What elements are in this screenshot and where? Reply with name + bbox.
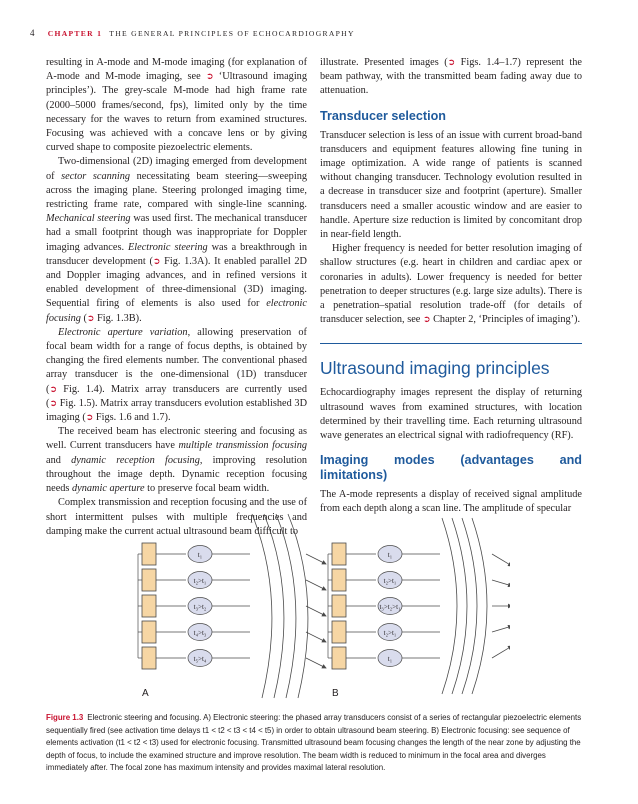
wavefront-arc (276, 514, 296, 698)
running-header (30, 28, 355, 38)
xref-arrow-icon[interactable]: ➲ (49, 398, 57, 409)
piezo-element (142, 595, 156, 617)
xref-arrow-icon[interactable]: ➲ (205, 72, 214, 83)
paragraph: Electronic aperture variation, allowing preservation of focal beam width for a range of focus depths, is obtained by changing the fired elements number. The conventional phased array transducer is the one-dimensional (1D) transducer (➲ Fig. 1.4). Matrix array transducers are currently used (➲ Fig. 1.5). Matrix array transducers evolution established 3D imaging (➲ Figs. 1.6 and 1.7). (46, 326, 308, 424)
figure-link[interactable]: Figs. 1.4–1.7) represent the beam pathway, with the transmitted beam fading away due to attenuation. (320, 57, 582, 97)
piezo-element (332, 543, 346, 565)
delay-label: t₁ (197, 551, 203, 559)
piezo-element (332, 647, 346, 669)
figure-link[interactable]: Fig. 1.4). Matrix array transducers are currently used ( (46, 383, 308, 409)
panel-label-a: A (142, 688, 149, 699)
chapter-label: CHAPTER 1 (47, 29, 103, 38)
piezo-element (142, 543, 156, 565)
piezo-element (142, 569, 156, 591)
transducer-diagram (130, 508, 510, 704)
xref-arrow-icon[interactable]: ➲ (152, 256, 161, 267)
section-heading-imaging-modes: Imaging modes (advantages and limitations) (320, 453, 582, 483)
wavefront-arc (442, 518, 457, 694)
delay-label: t₂>t₁ (383, 629, 397, 637)
caption-label: Figure 1.3 (46, 713, 84, 722)
piezo-element (142, 621, 156, 643)
beam-arrow (306, 606, 326, 616)
delay-label: t₅>t₄ (193, 655, 207, 663)
wavefront-arc (452, 518, 467, 694)
panel-label-b: B (332, 688, 339, 699)
page-number: 4 (30, 28, 35, 38)
piezo-element (332, 621, 346, 643)
paragraph: resulting in A-mode and M-mode imaging (for explanation of A-mode and M-mode imaging, see ➲ ‘Ultrasound imaging principles’). The grey-scale M-mode had high frame rate (2000–5000 frames/second, fps), limited only by the time necessary for the waves to return from examined structures. Focusing was achieved with a concave lens or by giving curved shape to composite piezoelectric elements. (46, 57, 307, 154)
delay-label: t₂>t₁ (383, 577, 397, 585)
paragraph: Echocardiography images represent the display of returning ultrasound waves from examined structures, with location determined by their travelling time. Each returning ultrasound wave generates an electrical signal with radiofrequency (RF). (320, 387, 582, 442)
chapter-title: THE GENERAL PRINCIPLES OF ECHOCARDIOGRAPHY (109, 29, 355, 38)
figure-link[interactable]: Fig. 1.5). Matrix array transducers evolution established 3D imaging ( (46, 397, 308, 424)
wavefront-arc (252, 514, 272, 698)
wavefront-arc (288, 514, 308, 698)
paragraph: Higher frequency is needed for better resolution imaging of shallow structures (e.g. heart in children and cardiac apex or coronaries in adults). Lower frequency is needed for better penetration to deeper structures (e.g. large size adults). There is a penetration–spatial resolution trade-off (for details of transducer selection, see ➲ Chapter 2, ‘Principles of imaging’). (320, 243, 582, 326)
section-rule (320, 343, 582, 344)
delay-label: t₁ (387, 655, 393, 663)
beam-arrow (492, 626, 510, 632)
paragraph: Transducer selection is less of an issue with current broad-band transducers and equipment features allowing fine tuning in image optimization. A wide range of patients is scanned without changing transducer. Technology evolution resulted in a decrease in transducer size and footprint (aperture). Smaller transducers need a smaller acoustic window and are easier to handle. Aperture size reduction is limited by concomitant drop in near-field length. (320, 129, 582, 241)
xref-arrow-icon[interactable]: ➲ (49, 384, 57, 395)
beam-arrow (306, 658, 326, 668)
piezo-element (332, 595, 346, 617)
beam-arrow (492, 554, 510, 566)
xref-arrow-icon[interactable]: ➲ (422, 315, 431, 326)
paragraph: The received beam has electronic steering and focusing as well. Current transducers have multiple transmission focusing and dynamic reception focusing, improving resolution throughout the image depth. Dynamic reception focusing needs dynamic aperture to preserve focal beam width. (46, 426, 307, 495)
xref-arrow-icon[interactable]: ➲ (85, 413, 94, 424)
delay-label: t₃>t₂ (193, 603, 207, 611)
figure-link[interactable]: Figs. 1.6 and 1.7). (95, 412, 171, 424)
right-column (320, 56, 582, 517)
beam-arrow (306, 554, 326, 564)
section-heading-transducer-selection: Transducer selection (320, 108, 446, 123)
delay-label: t₂>t₁ (193, 577, 207, 585)
piezo-element (332, 569, 346, 591)
beam-arrow (306, 632, 326, 642)
section-heading-ultrasound-imaging-principles: Ultrasound imaging principles (320, 358, 550, 379)
delay-label: t₃>t₂>t₁ (379, 603, 401, 611)
paragraph: Complex transmission and reception focusing and the use of short intermittent pulses with multiple frequencies and damping make the current actual ultrasound beam difficult to (46, 497, 307, 537)
figure-link[interactable]: Fig. 1.3B). (97, 312, 142, 324)
figure-caption (46, 712, 582, 775)
paragraph: illustrate. Presented images (➲ Figs. 1.4–1.7) represent the beam pathway, with the transmitted beam fading away due to attenuation. (320, 57, 582, 97)
wavefront-arc (462, 518, 477, 694)
delay-label: t₄>t₃ (193, 629, 207, 637)
chapter-link[interactable]: Chapter 2, ‘Principles of imaging’). (433, 314, 581, 326)
xref-arrow-icon[interactable]: ➲ (447, 58, 456, 68)
figure-link[interactable]: Fig. 1.3A). It enabled parallel 2D and Doppler imaging advances, and in refined versions it enabled development of three-dimensional (3D) imaging. Sequential firing of elements is also used for (46, 255, 307, 310)
xref-arrow-icon[interactable]: ➲ (86, 313, 95, 324)
caption-text: Electronic steering and focusing. A) Electronic steering: the phased array transducers consist of a series of rectangular piezoelectric elements sequentially fired (see activation time delays t1 < t2 < t3 < t4 < t5) in order to obtain ultrasound beam steering. B) Electronic focusing: see sequence of elements activation (t1 < t2 < t3) used for electronic focusing. Transmitted ultrasound beam focusing changes the length of the near zone by adjusting the depth of focus, to include the examined structure and improve resolution. The beam width is reduced to minimum in the focal area and diverges immediately after. The focal zone has maximum intensity and provides maximal lateral resolution. (46, 713, 582, 773)
figure-1-3-diagram (130, 508, 510, 704)
delay-label: t₁ (387, 551, 393, 559)
beam-arrow (306, 580, 326, 590)
paragraph: Two-dimensional (2D) imaging emerged from development of sector scanning necessitating beam steering—sweeping across the imaging plane. Steering prolonged imaging time, restricting frame rate, compared with single-line scanning. Mechanical steering was used first. The mechanical transducer had a small footprint though was inappropriate for Doppler imaging advances. Electronic steering was a breakthrough in transducer development (➲ Fig. 1.3A). It enabled parallel 2D and Doppler imaging advances, and in refined versions it enabled development of three-dimensional (3D) imaging. Sequential firing of elements is also used for electronic focusing (➲ Fig. 1.3B). (46, 156, 307, 324)
wavefront-arc (264, 514, 284, 698)
beam-arrow (492, 580, 510, 586)
beam-arrow (492, 646, 510, 658)
paragraph: The A-mode represents a display of received signal amplitude from each depth along a scan line. The amplitude of specular (320, 489, 582, 515)
left-column (46, 56, 307, 539)
piezo-element (142, 647, 156, 669)
wavefront-arc (472, 518, 487, 694)
